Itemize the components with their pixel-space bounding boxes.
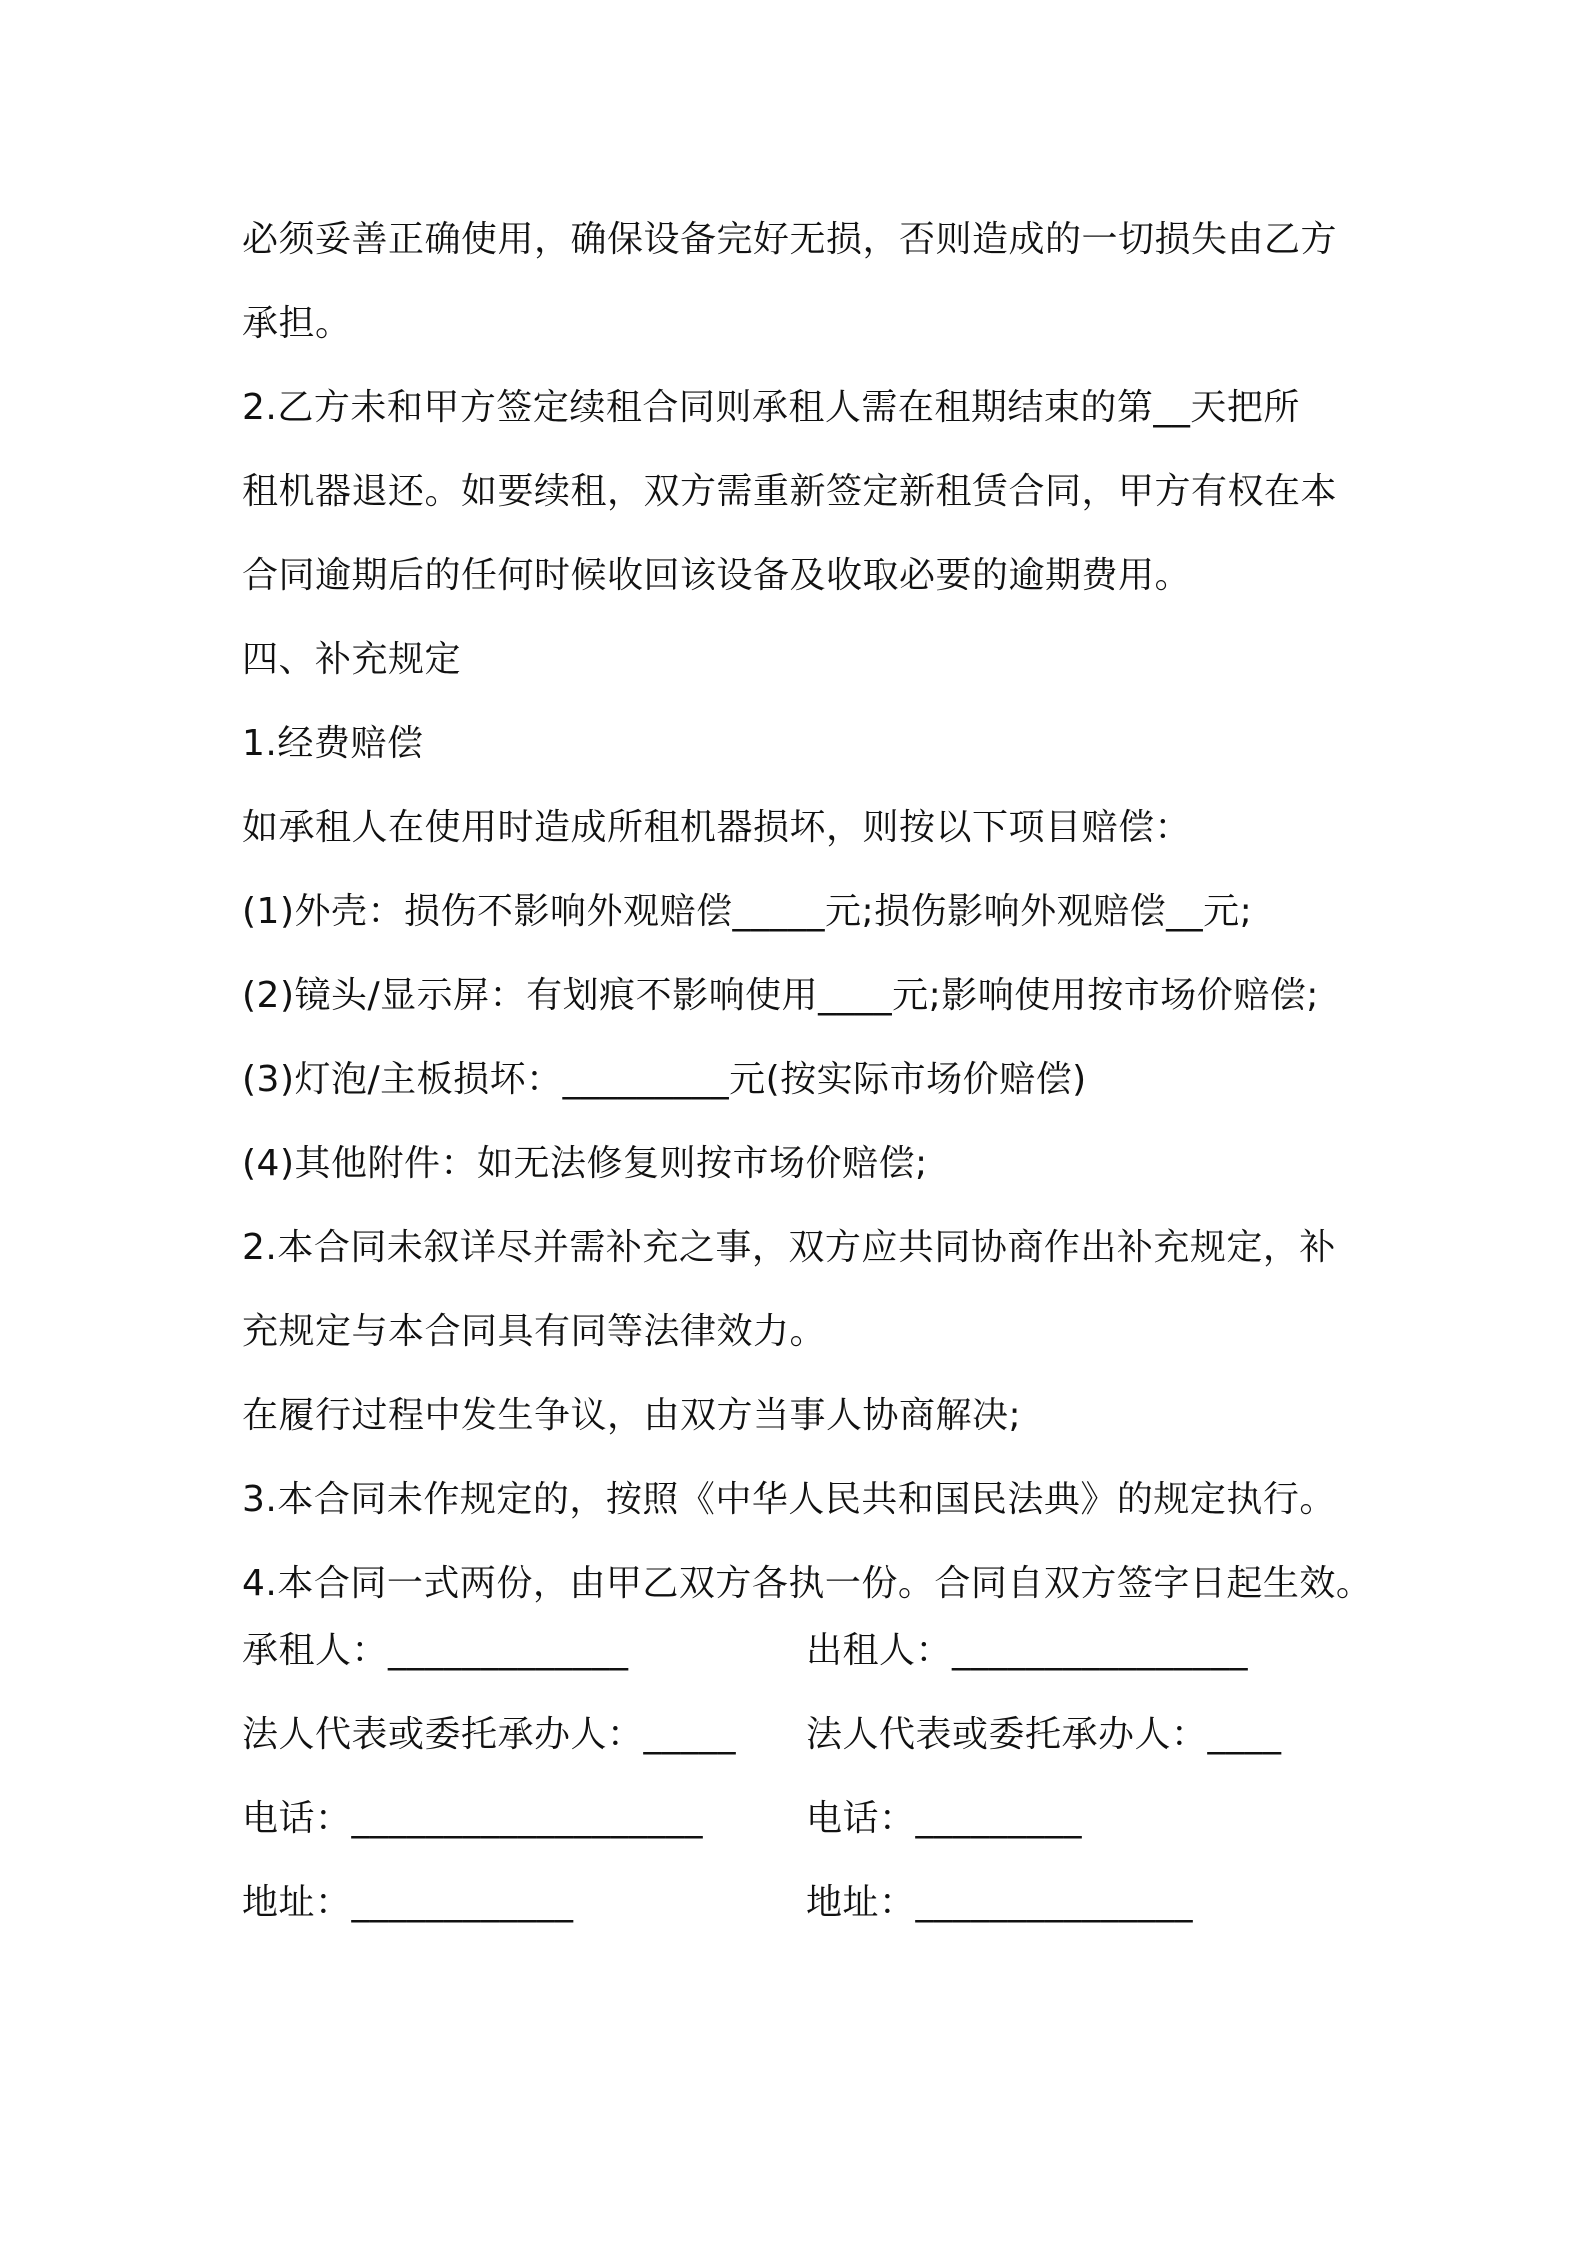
contract-body	[242, 198, 1373, 1626]
body-line: 2.本合同未叙详尽并需补充之事，双方应共同协商作出补充规定，补	[242, 1227, 1336, 1268]
compensation-item: (3)灯泡/主板损坏：_________元(按实际市场价赔偿)	[242, 1059, 1087, 1100]
body-line: 在履行过程中发生争议，由双方当事人协商解决;	[242, 1395, 1022, 1436]
subsection-heading: 1.经费赔偿	[242, 723, 424, 764]
compensation-item: (1)外壳：损伤不影响外观赔偿_____元;损伤影响外观赔偿__元;	[242, 891, 1253, 932]
lessee-representative-field: 法人代表或委托承办人：_____	[242, 1714, 737, 1755]
body-line: 租机器退还。如要续租，双方需重新签定新租赁合同，甲方有权在本	[242, 471, 1338, 512]
body-line: 如承租人在使用时造成所租机器损坏，则按以下项目赔偿：	[242, 807, 1192, 848]
lessor-field: 出租人：________________	[806, 1630, 1249, 1671]
lessee-phone-field: 电话：___________________	[242, 1798, 704, 1839]
compensation-item: (2)镜头/显示屏：有划痕不影响使用____元;影响使用按市场价赔偿;	[242, 975, 1319, 1016]
signature-row	[242, 1777, 1357, 1861]
body-line: 3.本合同未作规定的，按照《中华人民共和国民法典》的规定执行。	[242, 1479, 1336, 1520]
body-line: 承担。	[242, 303, 352, 344]
lessor-phone-field: 电话：_________	[806, 1798, 1083, 1839]
lessor-representative-field: 法人代表或委托承办人：____	[806, 1714, 1282, 1755]
body-line: 合同逾期后的任何时候收回该设备及收取必要的逾期费用。	[242, 555, 1192, 596]
compensation-item: (4)其他附件：如无法修复则按市场价赔偿;	[242, 1143, 928, 1184]
section-heading: 四、补充规定	[242, 639, 462, 680]
body-line: 2.乙方未和甲方签定续租合同则承租人需在租期结束的第__天把所	[242, 387, 1300, 428]
signature-row	[242, 1609, 1357, 1693]
body-line: 充规定与本合同具有同等法律效力。	[242, 1311, 827, 1352]
lessee-field: 承租人：_____________	[242, 1630, 629, 1671]
lessor-address-field: 地址：_______________	[806, 1882, 1194, 1923]
body-line: 4.本合同一式两份，由甲乙双方各执一份。合同自双方签字日起生效。	[242, 1563, 1373, 1604]
lessee-address-field: 地址：____________	[242, 1882, 574, 1923]
signature-block	[242, 1609, 1357, 1945]
body-line: 必须妥善正确使用，确保设备完好无损，否则造成的一切损失由乙方	[242, 219, 1338, 260]
signature-row	[242, 1861, 1357, 1945]
signature-row	[242, 1693, 1357, 1777]
